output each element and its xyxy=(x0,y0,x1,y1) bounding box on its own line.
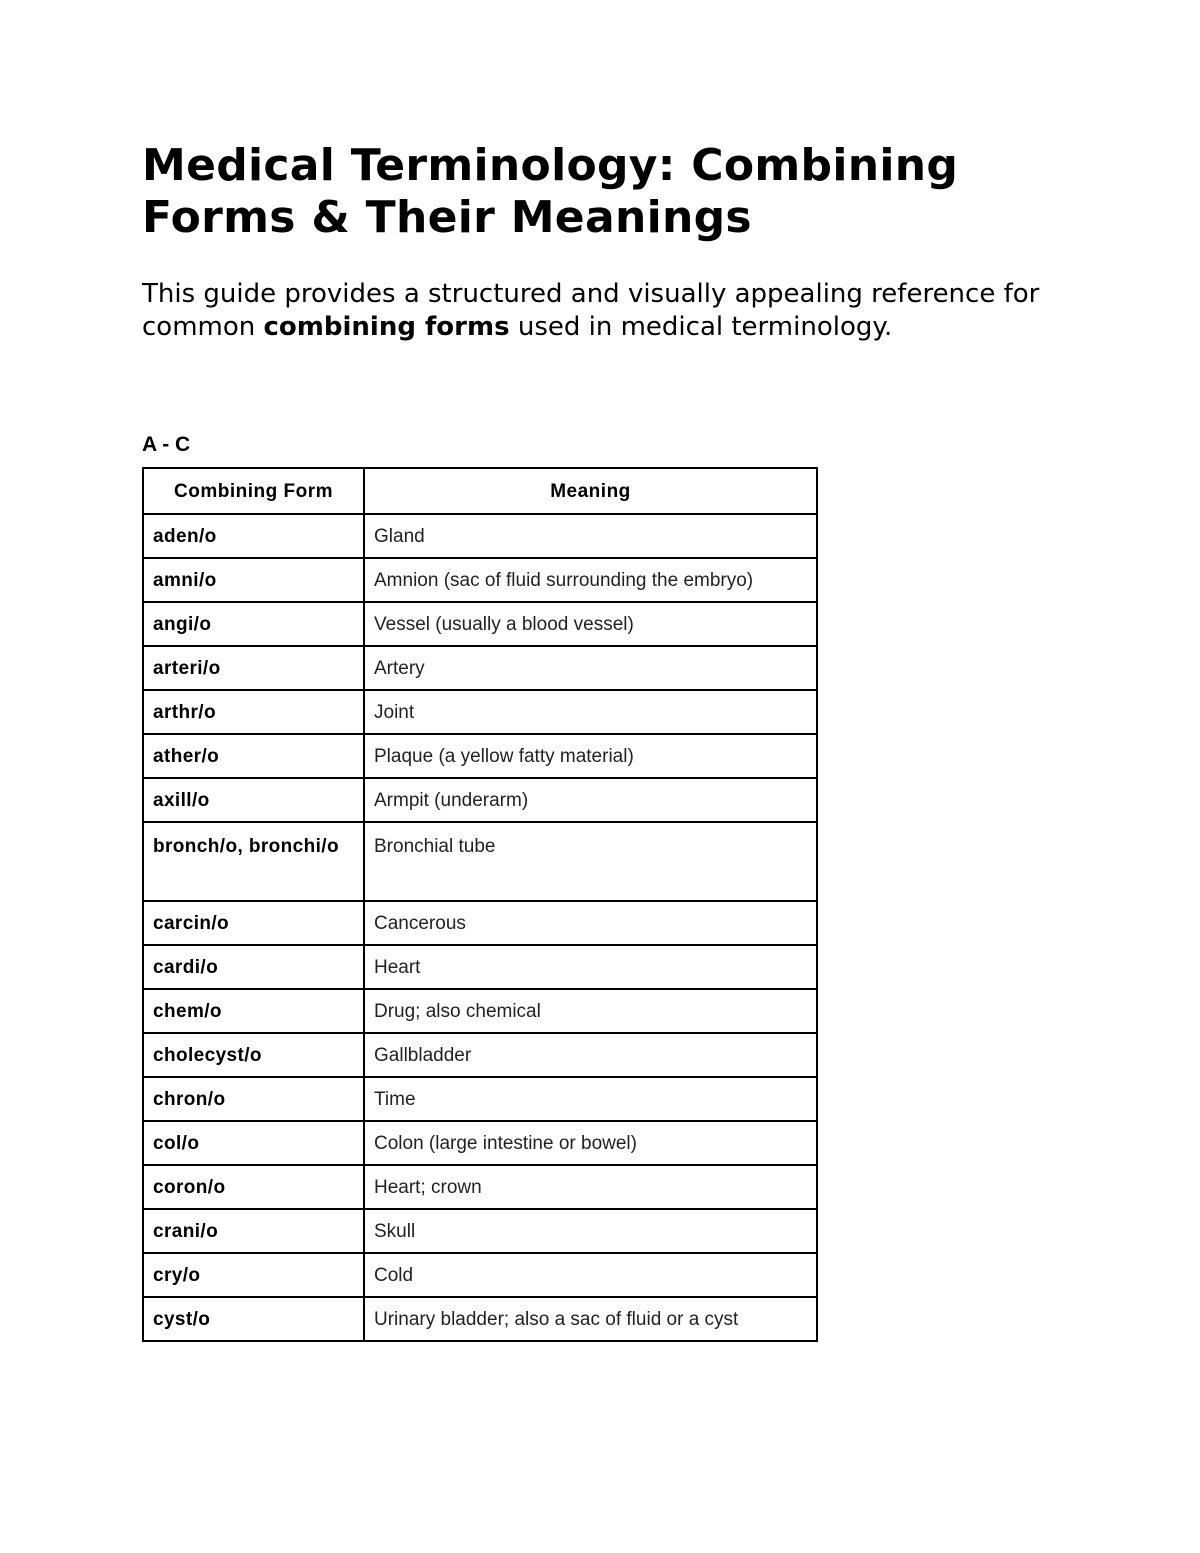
table-row xyxy=(143,1077,817,1121)
meaning-cell: Gland xyxy=(364,514,817,558)
table-header-row xyxy=(143,468,817,514)
table-row xyxy=(143,945,817,989)
meaning-cell: Joint xyxy=(364,690,817,734)
page-title: Medical Terminology: Combining Forms & Their Meanings xyxy=(142,140,959,243)
table-row xyxy=(143,558,817,602)
intro-paragraph xyxy=(142,278,1042,344)
meaning-cell: Colon (large intestine or bowel) xyxy=(364,1121,817,1165)
meaning-cell: Heart; crown xyxy=(364,1165,817,1209)
table-row xyxy=(143,646,817,690)
combining-form-cell: cholecyst/o xyxy=(143,1033,364,1077)
table-body xyxy=(143,514,817,1341)
combining-form-cell: col/o xyxy=(143,1121,364,1165)
combining-form-cell: cyst/o xyxy=(143,1297,364,1341)
meaning-cell: Amnion (sac of fluid surrounding the embryo) xyxy=(364,558,817,602)
combining-form-cell: arthr/o xyxy=(143,690,364,734)
meaning-cell: Heart xyxy=(364,945,817,989)
combining-form-cell: amni/o xyxy=(143,558,364,602)
table-row xyxy=(143,1253,817,1297)
combining-form-cell: angi/o xyxy=(143,602,364,646)
combining-form-cell: bronch/o, bronchi/o xyxy=(143,822,364,901)
combining-form-cell: cry/o xyxy=(143,1253,364,1297)
meaning-cell: Plaque (a yellow fatty material) xyxy=(364,734,817,778)
combining-forms-table xyxy=(142,467,818,1342)
intro-text-before: This guide provides a structured and visually appealing reference for common xyxy=(142,279,1040,342)
section-heading: A - C xyxy=(142,433,191,456)
meaning-cell: Bronchial tube xyxy=(364,822,817,901)
combining-form-cell: arteri/o xyxy=(143,646,364,690)
meaning-cell: Cold xyxy=(364,1253,817,1297)
combining-form-cell: chem/o xyxy=(143,989,364,1033)
table-row xyxy=(143,901,817,945)
combining-form-cell: cardi/o xyxy=(143,945,364,989)
column-header-meaning: Meaning xyxy=(364,468,817,514)
combining-form-cell: ather/o xyxy=(143,734,364,778)
combining-form-cell: axill/o xyxy=(143,778,364,822)
table-row xyxy=(143,778,817,822)
meaning-cell: Armpit (underarm) xyxy=(364,778,817,822)
table-row xyxy=(143,690,817,734)
table-row xyxy=(143,734,817,778)
intro-text-after: used in medical terminology. xyxy=(509,312,893,342)
column-header-combining-form: Combining Form xyxy=(143,468,364,514)
table-row xyxy=(143,1121,817,1165)
combining-form-cell: aden/o xyxy=(143,514,364,558)
combining-form-cell: crani/o xyxy=(143,1209,364,1253)
table-row xyxy=(143,1209,817,1253)
table-row xyxy=(143,1033,817,1077)
meaning-cell: Urinary bladder; also a sac of fluid or a cyst xyxy=(364,1297,817,1341)
meaning-cell: Drug; also chemical xyxy=(364,989,817,1033)
combining-form-cell: chron/o xyxy=(143,1077,364,1121)
table-row xyxy=(143,989,817,1033)
table-row xyxy=(143,602,817,646)
table-row xyxy=(143,1165,817,1209)
meaning-cell: Cancerous xyxy=(364,901,817,945)
meaning-cell: Gallbladder xyxy=(364,1033,817,1077)
table-row xyxy=(143,514,817,558)
table-row xyxy=(143,1297,817,1341)
meaning-cell: Skull xyxy=(364,1209,817,1253)
meaning-cell: Artery xyxy=(364,646,817,690)
meaning-cell: Time xyxy=(364,1077,817,1121)
combining-form-cell: carcin/o xyxy=(143,901,364,945)
combining-form-cell: coron/o xyxy=(143,1165,364,1209)
intro-text-bold: combining forms xyxy=(263,312,510,342)
table-row xyxy=(143,822,817,901)
meaning-cell: Vessel (usually a blood vessel) xyxy=(364,602,817,646)
